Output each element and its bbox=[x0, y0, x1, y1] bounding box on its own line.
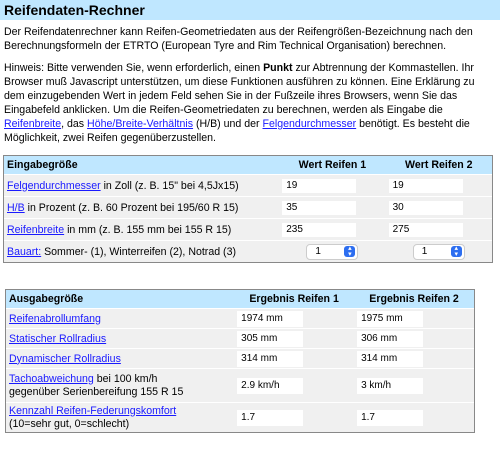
col-header: Wert Reifen 2 bbox=[386, 156, 492, 174]
input-table bbox=[3, 155, 493, 263]
col-header: Wert Reifen 1 bbox=[279, 156, 385, 174]
hb-input-2[interactable] bbox=[389, 201, 463, 215]
value-cell bbox=[279, 240, 385, 262]
link-statischer-rollradius[interactable]: Statischer Rollradius bbox=[9, 332, 107, 345]
table-row bbox=[6, 368, 474, 402]
bauart-select-1[interactable] bbox=[306, 244, 358, 260]
row-label bbox=[6, 328, 234, 348]
result-abrollumfang-2: 1975 mm bbox=[357, 311, 423, 327]
value-cell bbox=[354, 368, 474, 402]
hint-bold: Punkt bbox=[263, 62, 293, 74]
row-label-text: Sommer- (1), Winterreifen (2), Notrad (3) bbox=[41, 245, 237, 258]
link-hb[interactable]: H/B bbox=[7, 201, 25, 214]
col-header: Ergebnis Reifen 2 bbox=[354, 290, 474, 308]
value-cell bbox=[234, 368, 354, 402]
row-label bbox=[6, 368, 234, 402]
value-cell bbox=[354, 348, 474, 368]
bauart-select-value: 1 bbox=[315, 246, 321, 257]
link-tachoabweichung[interactable]: Tachoabweichung bbox=[9, 372, 94, 385]
link-reifenbreite[interactable]: Reifenbreite bbox=[7, 223, 65, 236]
bauart-select-value: 1 bbox=[421, 246, 428, 257]
hint-text bbox=[4, 61, 492, 145]
link-dynamischer-rollradius[interactable]: Dynamischer Rollradius bbox=[9, 352, 121, 365]
hint-part: benötigt. Es besteht die Möglichkeit, zwei Reifen gegenüberzustellen. bbox=[4, 118, 470, 144]
row-label-text: (10=sehr gut, 0=schlecht) bbox=[9, 417, 130, 430]
felgendurchmesser-input-1[interactable] bbox=[282, 179, 356, 193]
row-label bbox=[6, 402, 234, 432]
table-row bbox=[6, 348, 474, 368]
table-row bbox=[6, 308, 474, 328]
result-dynamisch-2: 314 mm bbox=[357, 351, 423, 367]
input-table-header bbox=[4, 156, 492, 174]
felgendurchmesser-input-2[interactable] bbox=[389, 179, 463, 193]
title-bar bbox=[0, 0, 500, 20]
value-cell bbox=[386, 174, 492, 196]
page-title: Reifendaten-Rechner bbox=[4, 2, 145, 18]
value-cell bbox=[354, 402, 474, 432]
reifenbreite-input-1[interactable] bbox=[282, 223, 356, 237]
result-dynamisch-1: 314 mm bbox=[237, 351, 303, 367]
chevron-updown-icon: ▴ ▾ bbox=[344, 246, 355, 257]
row-label bbox=[4, 218, 279, 240]
link-felgendurchmesser[interactable]: Felgendurchmesser bbox=[262, 118, 357, 130]
row-label-text: in mm (z. B. 155 mm bei 155 R 15) bbox=[64, 223, 232, 236]
table-row bbox=[4, 174, 492, 196]
hint-part: , das bbox=[61, 118, 88, 130]
row-label bbox=[4, 240, 279, 262]
value-cell bbox=[354, 328, 474, 348]
row-label-text: in Prozent (z. B. 60 Prozent bei 195/60 R 15) bbox=[24, 201, 239, 214]
row-label-text: in Zoll (z. B. 15" bei 4,5Jx15) bbox=[100, 179, 239, 192]
hint-part: (H/B) und der bbox=[193, 118, 263, 130]
result-komfort-1: 1.7 bbox=[237, 410, 303, 426]
value-cell bbox=[386, 196, 492, 218]
hint-part: zur Abtrennung der Kommastellen. Ihr Browser muß Javascript unterstützen, um diese Funktionen ausführen zu können. Eine Erklärung zu dem einzugebenden Wert in jedem Feld sehen Sie in der Fußzeile ihres Browsers, wenn Sie das Eingabefeld anklicken. Um die Reifen-Geometriedaten zu berechnen, werden als Eingabe die bbox=[4, 62, 475, 116]
reifenbreite-input-2[interactable] bbox=[389, 223, 463, 237]
output-table bbox=[5, 289, 475, 433]
col-header: Ausgabegröße bbox=[6, 290, 234, 308]
result-abrollumfang-1: 1974 mm bbox=[237, 311, 303, 327]
link-bauart[interactable]: Bauart: bbox=[7, 245, 42, 258]
value-cell bbox=[234, 308, 354, 328]
row-label-text: bei 100 km/h bbox=[93, 372, 158, 385]
link-felgendurchmesser[interactable]: Felgendurchmesser bbox=[7, 179, 101, 192]
value-cell bbox=[386, 218, 492, 240]
row-label bbox=[6, 308, 234, 328]
result-statisch-2: 306 mm bbox=[357, 331, 423, 347]
value-cell bbox=[279, 196, 385, 218]
table-row bbox=[4, 218, 492, 240]
col-header: Ergebnis Reifen 1 bbox=[234, 290, 354, 308]
bauart-select-2[interactable] bbox=[413, 244, 465, 260]
row-label bbox=[6, 348, 234, 368]
value-cell bbox=[234, 402, 354, 432]
value-cell bbox=[234, 348, 354, 368]
value-cell bbox=[279, 174, 385, 196]
value-cell bbox=[354, 308, 474, 328]
chevron-updown-icon: ▴ ▾ bbox=[451, 246, 462, 257]
hint-part: Hinweis: Bitte verwenden Sie, wenn erforderlich, einen bbox=[4, 62, 264, 74]
value-cell bbox=[234, 328, 354, 348]
result-tacho-2: 3 km/h bbox=[357, 378, 423, 394]
link-federungskomfort[interactable]: Kennzahl Reifen-Federungskomfort bbox=[9, 404, 177, 417]
table-row bbox=[4, 196, 492, 218]
intro-text: Der Reifendatenrechner kann Reifen-Geometriedaten aus der Reifengrößen-Bezeichnung nach den Berechnungsformeln der ETRTO (European Tyre and Rim Technical Organisation) berechnen. bbox=[4, 26, 473, 52]
row-label bbox=[4, 196, 279, 218]
row-label bbox=[4, 174, 279, 196]
table-row bbox=[4, 240, 492, 262]
value-cell bbox=[279, 218, 385, 240]
output-table-header bbox=[6, 290, 474, 308]
result-statisch-1: 305 mm bbox=[237, 331, 303, 347]
table-row bbox=[6, 328, 474, 348]
table-row bbox=[6, 402, 474, 432]
link-hoehe-breite[interactable]: Höhe/Breite-Verhältnis bbox=[87, 118, 194, 130]
link-reifenbreite[interactable]: Reifenbreite bbox=[4, 118, 62, 130]
row-label-text: gegenüber Serienbereifung 155 R 15 bbox=[9, 385, 184, 398]
result-komfort-2: 1.7 bbox=[357, 410, 423, 426]
col-header: Eingabegröße bbox=[4, 156, 279, 174]
value-cell bbox=[386, 240, 492, 262]
result-tacho-1: 2.9 km/h bbox=[237, 378, 303, 394]
link-reifenabrollumfang[interactable]: Reifenabrollumfang bbox=[9, 312, 101, 325]
hb-input-1[interactable] bbox=[282, 201, 356, 215]
